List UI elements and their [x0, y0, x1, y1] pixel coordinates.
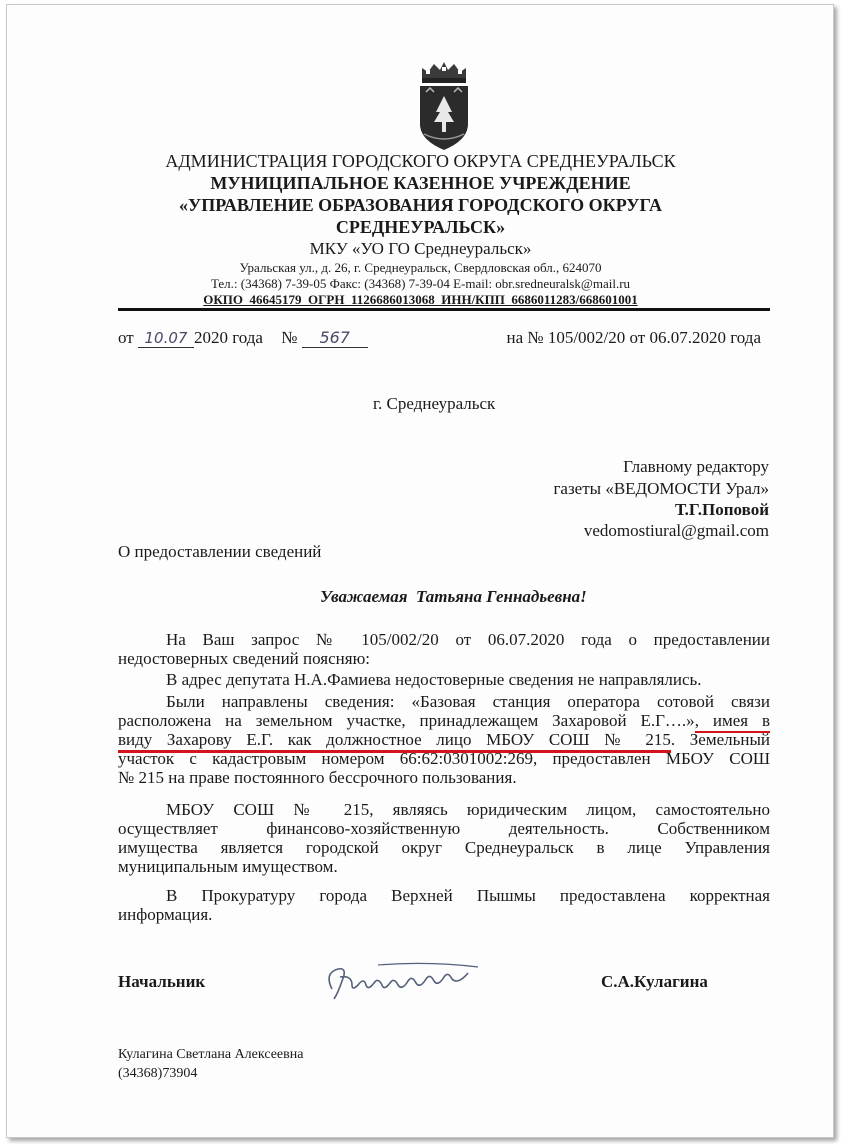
short-name: МКУ «УО ГО Среднеуральск» — [309, 239, 532, 258]
p3-line-3-underlined: виду Захарову Е.Г. как должностное лицо МБОУ СОШ № 215 — [118, 730, 671, 753]
p4-line-3: имущества является городской округ Среднеуральск в лице Управления — [118, 838, 770, 857]
p1-line-1: На Ваш запрос № 105/002/20 от 06.07.2020 года о предоставлении — [166, 630, 770, 649]
date-handwritten: 10.07 — [138, 329, 194, 348]
city: г. Среднеуральск — [373, 394, 496, 413]
paragraph-5 — [118, 886, 770, 924]
executor-name: Кулагина Светлана Алексеевна — [118, 1047, 304, 1062]
p3-line-2 — [118, 711, 770, 730]
p3-line-4: участок с кадастровым номером 66:62:0301002:269, предоставлен МБОУ СОШ — [118, 749, 770, 768]
salutation: Уважаемая Татьяна Геннадьевна! — [320, 587, 587, 606]
number-label: № — [281, 328, 298, 347]
signer-name: С.А.Кулагина — [601, 972, 708, 991]
paragraph-2 — [118, 670, 770, 689]
p4-line-1: МБОУ СОШ № 215, являясь юридическим лицом, самостоятельно — [166, 800, 770, 819]
p4-line-2: осуществляет финансово-хозяйственную деятельность. Собственником — [118, 819, 770, 838]
paragraph-3 — [118, 692, 770, 787]
year-text: 2020 года — [193, 328, 263, 347]
executor-phone: (34368)73904 — [118, 1066, 198, 1081]
subject: О предоставлении сведений — [118, 542, 322, 561]
number-handwritten: 567 — [302, 328, 368, 348]
recipient-line-2: газеты «ВЕДОМОСТИ Урал» — [553, 479, 769, 498]
address: Уральская ул., д. 26, г. Среднеуральск, Свердловская обл., 624070 — [239, 260, 602, 275]
p3-line-3 — [118, 730, 770, 749]
reply-reference: на № 105/002/20 от 06.07.2020 года — [506, 328, 761, 347]
org-line-3: СРЕДНЕУРАЛЬСК» — [335, 217, 506, 237]
registration-line — [118, 328, 368, 348]
p3-line-2-underlined: , имея в — [695, 711, 770, 733]
p5-line-2: информация. — [118, 905, 213, 924]
recipient-email: vedomostiural@gmail.com — [583, 521, 769, 540]
contacts: Тел.: (34368) 7-39-05 Факс: (34368) 7-39-04 E-mail: obr.sredneuralsk@mail.ru — [210, 276, 631, 291]
header-rule — [118, 308, 770, 311]
p2-line-1: В адрес депутата Н.А.Фамиева недостоверные сведения не направлялись. — [166, 670, 702, 689]
coat-of-arms-emblem — [412, 58, 476, 152]
p1-line-2: недостоверных сведений поясняю: — [118, 649, 370, 668]
handwritten-signature — [318, 955, 488, 1005]
p3-line-1: Были направлены сведения: «Базовая станция оператора сотовой связи — [166, 692, 770, 711]
p3-line-3-text: . Земельный — [670, 730, 770, 749]
paragraph-4 — [118, 800, 770, 876]
admin-line: АДМИНИСТРАЦИЯ ГОРОДСКОГО ОКРУГА СРЕДНЕУРАЛЬСК — [165, 151, 676, 171]
registration-codes: ОКПО 46645179 ОГРН 1126686013068 ИНН/КПП 6686011283/668601001 — [203, 292, 638, 307]
org-line-1: МУНИЦИПАЛЬНОЕ КАЗЕННОЕ УЧРЕЖДЕНИЕ — [210, 173, 631, 193]
p4-line-4: муниципальным имуществом. — [118, 857, 338, 876]
org-line-2: «УПРАВЛЕНИЕ ОБРАЗОВАНИЯ ГОРОДСКОГО ОКРУГА — [179, 195, 662, 215]
paragraph-1 — [118, 630, 770, 668]
p3-line-5: № 215 на праве постоянного бессрочного пользования. — [118, 768, 517, 787]
recipient-line-1: Главному редактору — [623, 457, 769, 476]
p3-line-2-text: расположена на земельном участке, принадлежащем Захаровой Е.Г….» — [118, 711, 695, 730]
p5-line-1: В Прокуратуру города Верхней Пышмы предоставлена корректная — [166, 886, 770, 905]
recipient-name: Т.Г.Поповой — [675, 500, 769, 519]
from-label: от — [118, 328, 134, 347]
signer-position: Начальник — [118, 972, 206, 991]
